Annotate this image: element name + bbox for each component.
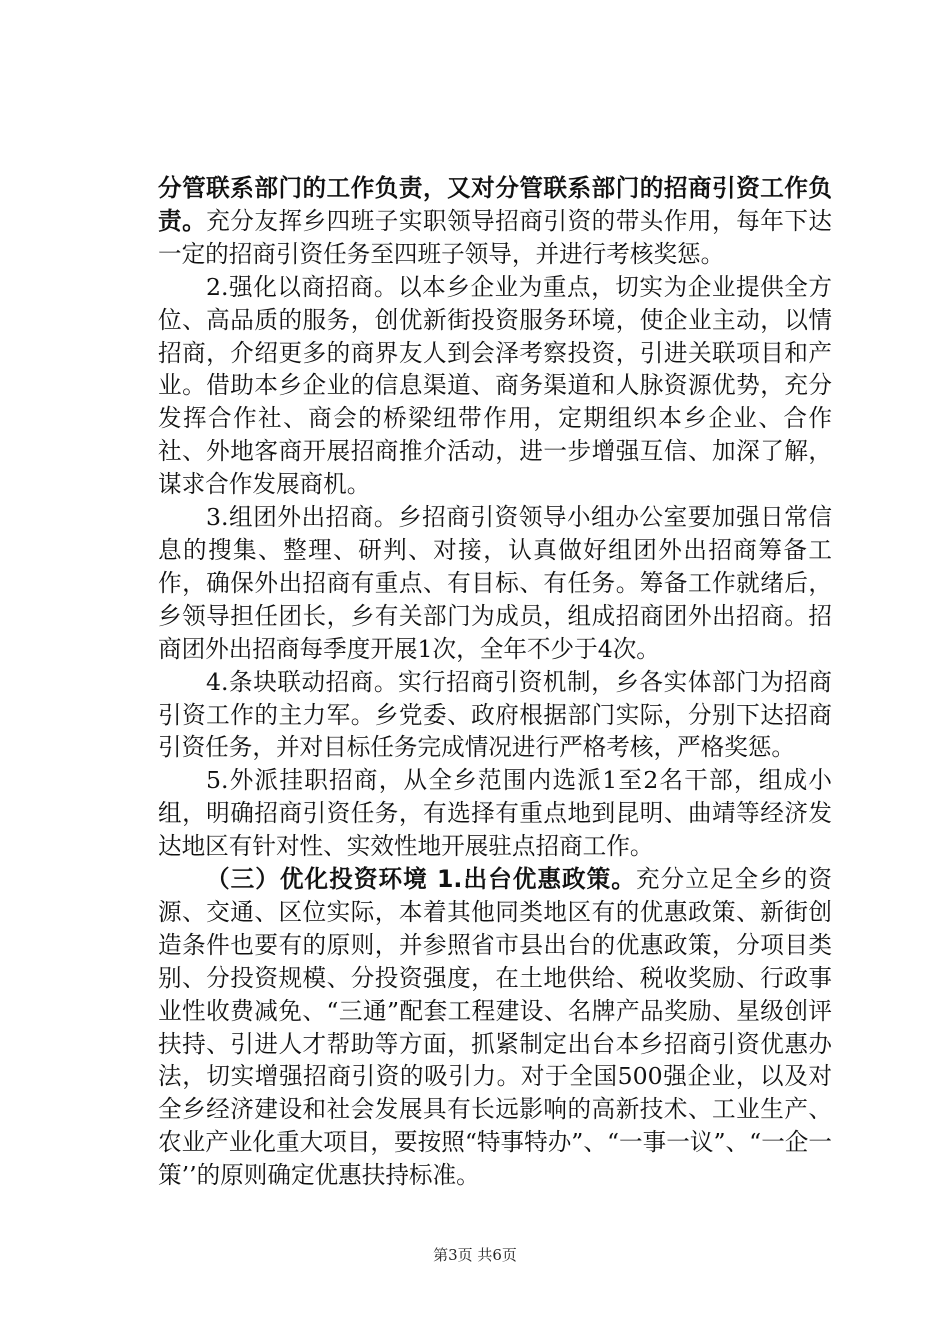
paragraph-1-heading: 分管联系部门的工作负责，又对分管联系部门的招商引资工作负责。 bbox=[158, 174, 832, 235]
page-number-footer: 第3页 共6页 bbox=[433, 1246, 517, 1264]
paragraph-1-text: 充分友挥乡四班子实职领导招商引资的带头作用，每年下达一定的招商引资任务至四班子领导，并进行考核奖惩。 bbox=[158, 206, 833, 268]
document-body bbox=[158, 172, 832, 1192]
paragraph-6-text: 充分立足全乡的资源、交通、区位实际，本着其他同类地区有的优惠政策、新街创造条件也要有的原则，并参照省市县出台的优惠政策，分项目类别、分投资规模、分投资强度，在土地供给、税收奖励、行政事业性收费减免、“三通”配套工程建设、名牌产品奖励、星级创评扶持、引进人才帮助等方面，抓紧制定出台本乡招商引资优惠办法，切实增强招商引资的吸引力。对于全国500强企业，以及对全乡经济建设和社会发展具有长远影响的高新技术、工业生产、农业产业化重大项目，要按照“特事特办”、“一事一议”、“一企一策’’的原则确定优惠扶持标准。 bbox=[158, 865, 833, 1190]
paragraph-3: 3.组团外出招商。乡招商引资领导小组办公室要加强日常信息的搜集、整理、研判、对接，认真做好组团外出招商筹备工作，确保外出招商有重点、有目标、有任务。筹备工作就绪后，乡领导担任团长，乡有关部门为成员，组成招商团外出招商。招商团外出招商每季度开展1次，全年不少于4次。 bbox=[158, 503, 832, 663]
section-heading: （三）优化投资环境 1.出台优惠政策。 bbox=[206, 865, 636, 894]
paragraph-6 bbox=[158, 863, 832, 1192]
paragraph-2: 2.强化以商招商。以本乡企业为重点，切实为企业提供全方位、高品质的服务，创优新街投资服务环境，使企业主动，以情招商，介绍更多的商界友人到会泽考察投资，引进关联项目和产业。借助本乡企业的信息渠道、商务渠道和人脉资源优势，充分发挥合作社、商会的桥梁纽带作用，定期组织本乡企业、合作社、外地客商开展招商推介活动，进一步增强互信、加深了解，谋求合作发展商机。 bbox=[158, 272, 832, 499]
paragraph-4: 4.条块联动招商。实行招商引资机制，乡各实体部门为招商引资工作的主力军。乡党委、政府根据部门实际，分别下达招商引资任务，并对目标任务完成情况进行严格考核，严格奖惩。 bbox=[158, 667, 832, 762]
paragraph-1 bbox=[158, 172, 832, 271]
paragraph-5: 5.外派挂职招商，从全乡范围内选派1至2名干部，组成小组，明确招商引资任务，有选择有重点地到昆明、曲靖等经济发达地区有针对性、实效性地开展驻点招商工作。 bbox=[158, 766, 832, 861]
